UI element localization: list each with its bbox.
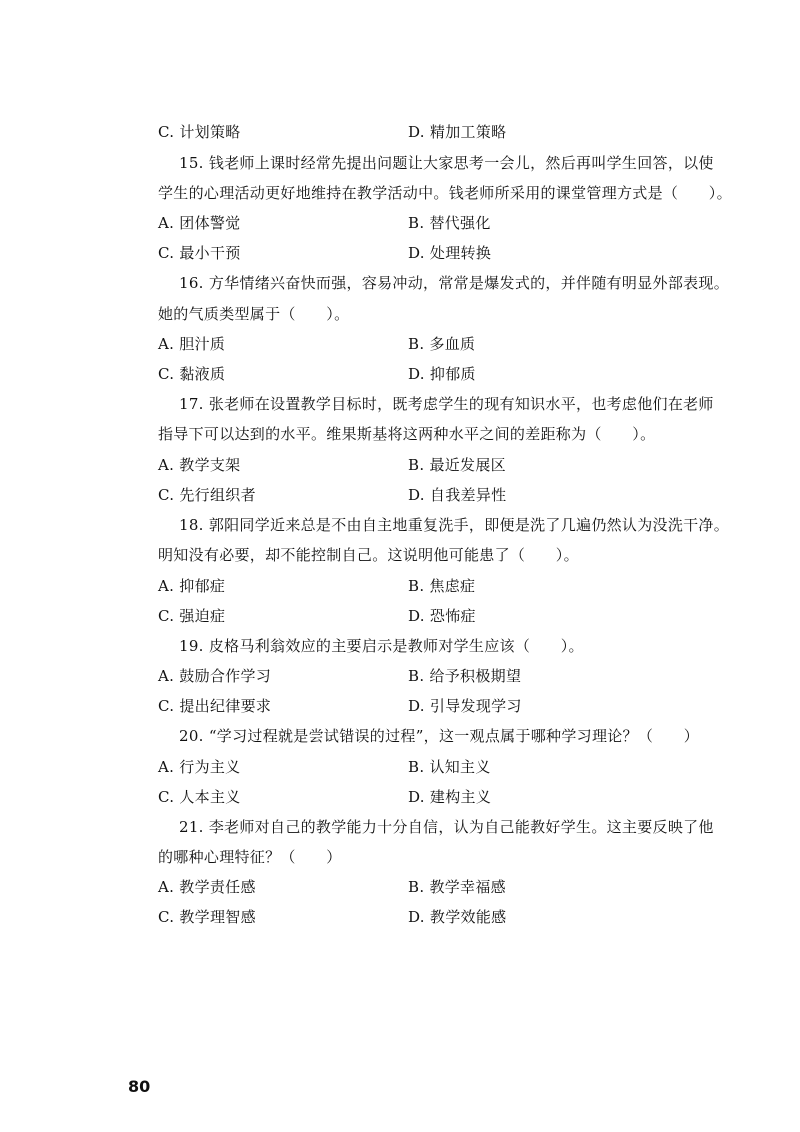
question-17-option-d: D. 自我差异性 <box>408 486 507 504</box>
question-15-stem-line-1: 15. 钱老师上课时经常先提出问题让大家思考一会儿，然后再叫学生回答，以使 <box>179 154 714 172</box>
question-15-option-c: C. 最小干预 <box>158 244 241 262</box>
question-19-option-d: D. 引导发现学习 <box>408 697 522 715</box>
question-20-option-c: C. 人本主义 <box>158 788 241 806</box>
question-20-option-b: B. 认知主义 <box>408 758 491 776</box>
question-18-option-b: B. 焦虑症 <box>408 577 476 595</box>
question-21-option-d: D. 教学效能感 <box>408 908 507 926</box>
question-19-stem-line-1: 19. 皮格马利翁效应的主要启示是教师对学生应该（ ）。 <box>179 637 584 655</box>
question-16-option-b: B. 多血质 <box>408 335 476 353</box>
option-c: C. 计划策略 <box>158 123 241 141</box>
question-21-option-b: B. 教学幸福感 <box>408 878 506 896</box>
question-16-option-d: D. 抑郁质 <box>408 365 476 383</box>
question-17-option-b: B. 最近发展区 <box>408 456 506 474</box>
question-21-option-a: A. 教学责任感 <box>158 878 256 896</box>
question-17-option-a: A. 教学支架 <box>158 456 241 474</box>
option-d: D. 精加工策略 <box>408 123 507 141</box>
question-19-option-b: B. 给予积极期望 <box>408 667 522 685</box>
question-20-option-d: D. 建构主义 <box>408 788 492 806</box>
question-20-stem-line-1: 20. “学习过程就是尝试错误的过程”，这一观点属于哪种学习理论？（ ） <box>179 727 700 745</box>
question-18-option-a: A. 抑郁症 <box>158 577 226 595</box>
question-15-option-b: B. 替代强化 <box>408 214 491 232</box>
question-18-stem-line-1: 18. 郭阳同学近来总是不由自主地重复洗手，即便是洗了几遍仍然认为没洗干净。 <box>179 516 730 534</box>
question-18-option-c: C. 强迫症 <box>158 607 226 625</box>
question-17-option-c: C. 先行组织者 <box>158 486 256 504</box>
question-18-stem-line-2: 明知没有必要，却不能控制自己。这说明他可能患了（ ）。 <box>158 546 579 564</box>
question-18-option-d: D. 恐怖症 <box>408 607 476 625</box>
question-16-stem-line-2: 她的气质类型属于（ ）。 <box>158 305 350 323</box>
question-16-option-c: C. 黏液质 <box>158 365 226 383</box>
question-20-option-a: A. 行为主义 <box>158 758 241 776</box>
question-15-option-a: A. 团体警觉 <box>158 214 241 232</box>
question-17-stem-line-2: 指导下可以达到的水平。维果斯基将这两种水平之间的差距称为（ ）。 <box>158 425 656 443</box>
question-21-stem-line-1: 21. 李老师对自己的教学能力十分自信，认为自己能教好学生。这主要反映了他 <box>179 818 714 836</box>
page-number: 80 <box>128 1077 151 1096</box>
question-17-stem-line-1: 17. 张老师在设置教学目标时，既考虑学生的现有知识水平，也考虑他们在老师 <box>179 395 714 413</box>
question-19-option-c: C. 提出纪律要求 <box>158 697 272 715</box>
question-16-option-a: A. 胆汁质 <box>158 335 226 353</box>
question-21-stem-line-2: 的哪种心理特征？（ ） <box>158 848 342 866</box>
question-15-stem-line-2: 学生的心理活动更好地维持在教学活动中。钱老师所采用的课堂管理方式是（ ）。 <box>158 184 732 202</box>
question-16-stem-line-1: 16. 方华情绪兴奋快而强，容易冲动，常常是爆发式的，并伴随有明显外部表现。 <box>179 274 730 292</box>
question-21-option-c: C. 教学理智感 <box>158 908 256 926</box>
question-15-option-d: D. 处理转换 <box>408 244 492 262</box>
question-19-option-a: A. 鼓励合作学习 <box>158 667 272 685</box>
